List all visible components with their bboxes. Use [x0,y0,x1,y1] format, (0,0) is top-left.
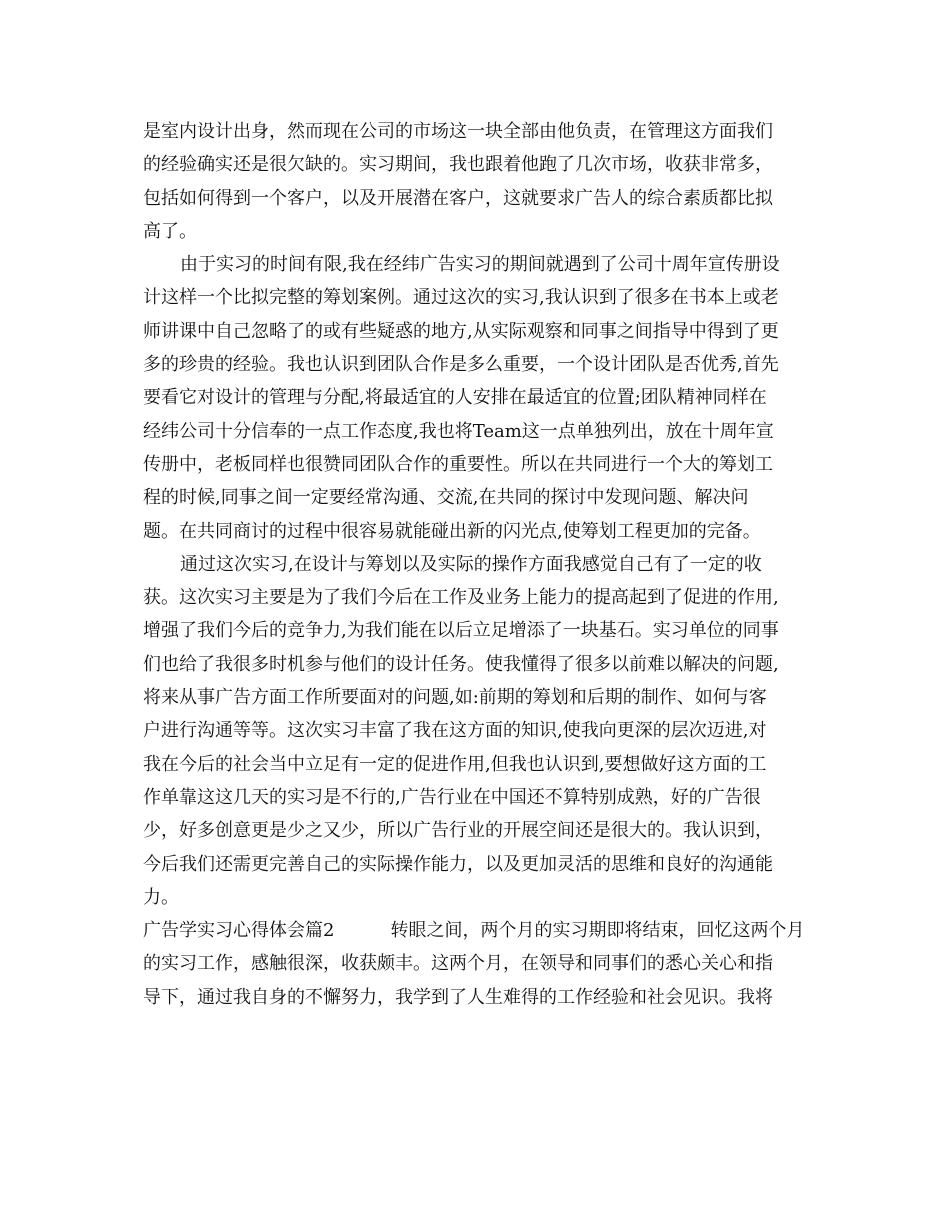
text-line: 经纬公司十分信奉的一点工作态度,我也将Team这一点单独列出，放在十周年宣 [143,420,774,442]
text-line: 获。这次实习主要是为了我们今后在工作及业务上能力的提高起到了促进的作用, [143,587,779,609]
paragraph-2 [143,248,813,548]
text-line: 要看它对设计的管理与分配,将最适宜的人安排在最适宜的位置;团队精神同样在 [143,387,767,409]
section-title: 广告学实习心得体会篇2 [143,920,335,942]
text-line: 包括如何得到一个客户，以及开展潜在客户，这就要求广告人的综合素质都比拟 [143,187,773,209]
text-line: 导下，通过我自身的不懈努力，我学到了人生难得的工作经验和社会见识。我将 [143,986,773,1008]
text-line: 师讲课中自己忽略了的或有些疑惑的地方,从实际观察和同事之间指导中得到了更 [143,320,779,342]
paragraph-3 [143,548,813,914]
text-line: 是室内设计出身，然而现在公司的市场这一块全部由他负责，在管理这方面我们 [143,121,773,142]
text-line: 作单靠这这几天的实习是不行的,广告行业在中国还不算特别成熟，好的广告很 [143,786,761,808]
text-line: 力。 [143,886,179,908]
text-line: 的实习工作，感触很深，收获颇丰。这两个月，在领导和同事们的悉心关心和指 [143,953,773,975]
section-first-line: 转眼之间，两个月的实习期即将结束，回忆这两个月 [390,920,805,942]
text-line: 们也给了我很多时机参与他们的设计任务。使我懂得了很多以前难以解决的问题, [143,653,779,675]
section-2 [143,914,813,1014]
section-title-line [143,914,813,947]
text-line: 今后我们还需更完善自己的实际操作能力，以及更加灵活的思维和良好的沟通能 [143,853,773,875]
text-line: 通过这次实习,在设计与筹划以及实际的操作方面我感觉自己有了一定的收 [180,553,762,575]
text-line: 多的珍贵的经验。我也认识到团队合作是多么重要，一个设计团队是否优秀,首先 [143,354,779,376]
text-line: 高了。 [143,220,197,242]
text-line: 传册中，老板同样也很赞同团队合作的重要性。所以在共同进行一个大的筹划工 [143,453,773,475]
text-line: 户进行沟通等等。这次实习丰富了我在这方面的知识,使我向更深的层次迈进,对 [143,720,767,742]
text-line: 由于实习的时间有限,我在经纬广告实习的期间就遇到了公司十周年宣传册设 [180,254,780,276]
text-line: 题。在共同商讨的过程中很容易就能碰出新的闪光点,使筹划工程更加的完备。 [143,520,761,542]
text-line: 计这样一个比拟完整的筹划案例。通过这次的实习,我认识到了很多在书本上或老 [143,287,779,309]
text-line: 程的时候,同事之间一定要经常沟通、交流,在共同的探讨中发现问题、解决问 [143,487,749,509]
paragraph-1 [143,115,813,248]
text-line: 的经验确实还是很欠缺的。实习期间，我也跟着他跑了几次市场，收获非常多， [143,154,773,176]
document-body [143,115,813,1014]
text-line: 增强了我们今后的竞争力,为我们能在以后立足增添了一块基石。实习单位的同事 [143,620,779,642]
text-line: 少，好多创意更是少之又少，所以广告行业的开展空间还是很大的。我认识到， [143,820,773,842]
text-line: 将来从事广告方面工作所要面对的问题,如:前期的筹划和后期的制作、如何与客 [143,687,767,709]
text-line: 我在今后的社会当中立足有一定的促进作用,但我也认识到,要想做好这方面的工 [143,753,767,775]
